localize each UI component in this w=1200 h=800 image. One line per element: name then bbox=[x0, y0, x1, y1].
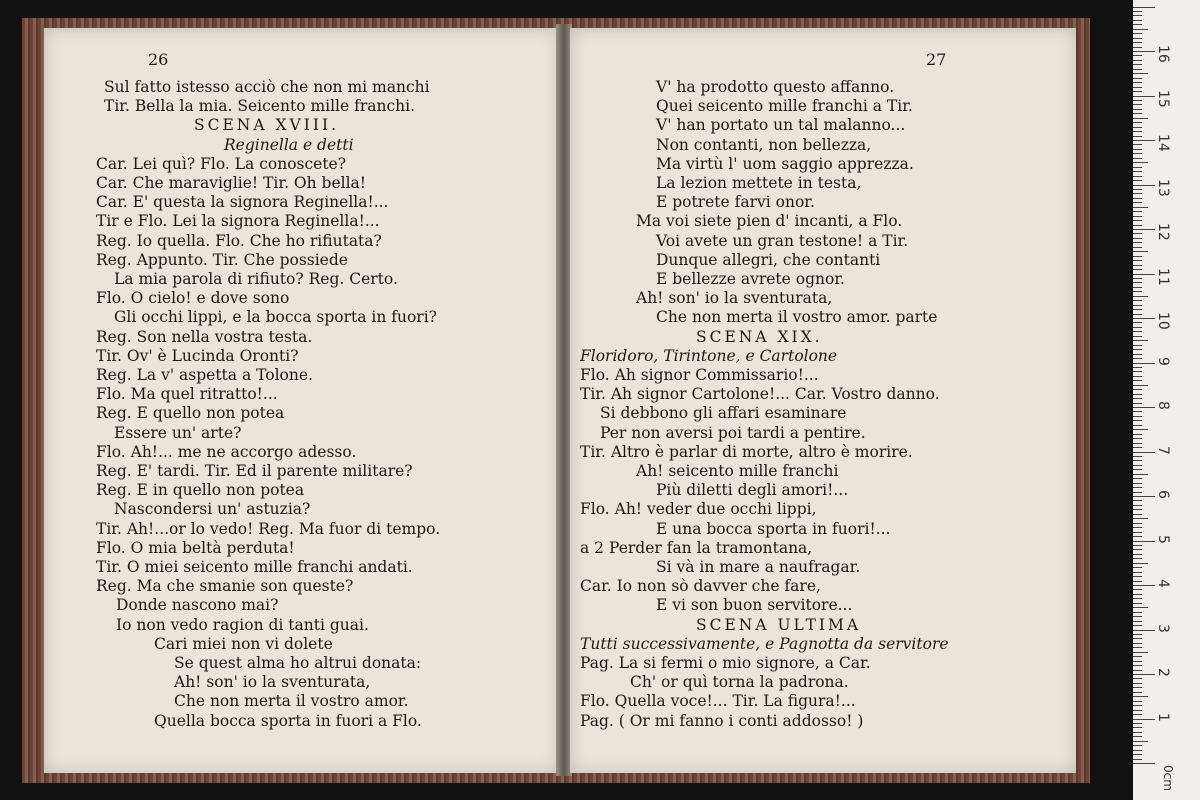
ruler-tick bbox=[1133, 11, 1142, 12]
ruler-tick bbox=[1133, 710, 1142, 711]
ruler-tick bbox=[1133, 176, 1142, 177]
ruler-tick bbox=[1133, 220, 1142, 221]
ruler-tick bbox=[1133, 216, 1142, 217]
ruler-tick bbox=[1133, 674, 1155, 675]
ruler-tick bbox=[1133, 251, 1148, 252]
text-line: Sul fatto istesso acciò che non mi manchi bbox=[104, 78, 430, 96]
text-line: Ah! son' io la sventurata, bbox=[636, 289, 833, 308]
ruler-tick bbox=[1133, 189, 1142, 190]
text-line: Reg. E quello non potea bbox=[96, 404, 285, 423]
text-line: E potrete farvi onor. bbox=[656, 193, 815, 212]
scene-heading: SCENA XVIII. bbox=[194, 116, 339, 135]
ruler-tick bbox=[1133, 514, 1142, 515]
text-line: Tir e Flo. Lei la signora Reginella!... bbox=[96, 212, 380, 231]
ruler-tick bbox=[1133, 113, 1142, 114]
ruler-tick bbox=[1133, 349, 1142, 350]
ruler-tick bbox=[1133, 759, 1142, 760]
ruler-tick bbox=[1133, 509, 1142, 510]
ruler-tick bbox=[1133, 136, 1142, 137]
text-line: Che non merta il vostro amor. bbox=[174, 692, 409, 711]
text-line: La mia parola di rifiuto? Reg. Certo. bbox=[114, 270, 398, 288]
ruler-tick bbox=[1133, 411, 1142, 412]
ruler-tick bbox=[1133, 367, 1142, 368]
text-line: Dunque allegri, che contanti bbox=[656, 250, 881, 269]
ruler-tick bbox=[1133, 162, 1148, 163]
ruler-tick bbox=[1133, 207, 1148, 208]
ruler-tick bbox=[1133, 487, 1142, 488]
ruler-number: 12 bbox=[1155, 223, 1171, 241]
ruler-tick bbox=[1133, 38, 1142, 39]
ruler-number: 4 bbox=[1155, 579, 1171, 588]
ruler-tick bbox=[1133, 492, 1142, 493]
ruler-tick bbox=[1133, 153, 1142, 154]
ruler-number: 14 bbox=[1155, 134, 1171, 152]
ruler-tick bbox=[1133, 670, 1142, 671]
ruler-tick bbox=[1133, 496, 1155, 497]
ruler-tick bbox=[1133, 371, 1142, 372]
ruler-tick bbox=[1133, 278, 1142, 279]
ruler-tick bbox=[1133, 616, 1142, 617]
ruler-tick bbox=[1133, 20, 1142, 21]
text-line: Tutti successivamente, e Pagnotta da servitore bbox=[580, 634, 949, 653]
text-line: V' han portato un tal malanno... bbox=[656, 116, 906, 135]
ruler-number: 11 bbox=[1155, 267, 1171, 286]
ruler-tick bbox=[1133, 403, 1142, 404]
ruler-tick bbox=[1133, 541, 1155, 542]
ruler-number: 3 bbox=[1155, 623, 1171, 633]
ruler-tick bbox=[1133, 581, 1142, 582]
text-line: Ah! son' io la sventurata, bbox=[174, 673, 371, 692]
ruler-tick bbox=[1133, 621, 1142, 622]
ruler-tick bbox=[1133, 456, 1142, 457]
ruler-tick bbox=[1133, 242, 1142, 243]
ruler-tick bbox=[1133, 158, 1142, 159]
ruler-tick bbox=[1133, 603, 1142, 604]
text-line: Nascondersi un' astuzia? bbox=[114, 500, 311, 519]
ruler-tick bbox=[1133, 385, 1148, 386]
ruler-tick bbox=[1133, 331, 1142, 332]
ruler-tick bbox=[1133, 567, 1142, 568]
ruler-tick bbox=[1133, 247, 1142, 248]
ruler-tick bbox=[1133, 736, 1142, 737]
text-line: Cari miei non vi dolete bbox=[154, 634, 333, 653]
text-line: Reg. Appunto. Tir. Che possiede bbox=[96, 250, 348, 269]
ruler-tick bbox=[1133, 750, 1142, 751]
ruler-tick bbox=[1133, 282, 1142, 283]
text-line: La lezion mettete in testa, bbox=[656, 174, 862, 192]
text-line: Si debbono gli affari esaminare bbox=[600, 404, 847, 423]
text-line: Ah! seicento mille franchi bbox=[636, 462, 839, 480]
ruler-tick bbox=[1133, 589, 1142, 590]
ruler-tick bbox=[1133, 745, 1142, 746]
ruler-tick bbox=[1133, 193, 1142, 194]
ruler-tick bbox=[1133, 29, 1148, 30]
ruler-number: 9 bbox=[1155, 356, 1171, 366]
ruler-tick bbox=[1133, 42, 1142, 43]
scene-heading: SCENA ULTIMA bbox=[696, 615, 862, 634]
text-line: Reg. E in quello non potea bbox=[96, 481, 305, 500]
ruler-tick bbox=[1133, 394, 1142, 395]
text-line: Reginella e detti bbox=[224, 135, 354, 154]
ruler-tick bbox=[1133, 24, 1142, 25]
ruler-tick bbox=[1133, 354, 1142, 355]
ruler-tick bbox=[1133, 532, 1142, 533]
ruler-number: 7 bbox=[1155, 445, 1171, 455]
ruler-tick bbox=[1133, 714, 1142, 715]
ruler-tick bbox=[1133, 91, 1142, 92]
ruler-tick bbox=[1133, 73, 1148, 74]
text-line: Reg. Io quella. Flo. Che ho rifiutata? bbox=[96, 231, 382, 250]
ruler-tick bbox=[1133, 69, 1142, 70]
ruler-number: 16 bbox=[1155, 45, 1171, 63]
ruler-tick bbox=[1133, 741, 1148, 742]
text-line: Flo. Ah! veder due occhi lippi, bbox=[580, 500, 817, 519]
ruler-tick bbox=[1133, 171, 1142, 172]
ruler-tick bbox=[1133, 60, 1142, 61]
text-line: Tir. Altro è parlar di morte, altro è morire. bbox=[580, 442, 913, 461]
ruler-tick bbox=[1133, 140, 1155, 141]
right-page-number: 27 bbox=[926, 50, 947, 69]
ruler-tick bbox=[1133, 727, 1142, 728]
ruler-tick bbox=[1133, 607, 1148, 608]
ruler-tick bbox=[1133, 198, 1142, 199]
ruler-tick bbox=[1133, 314, 1142, 315]
ruler-tick bbox=[1133, 723, 1142, 724]
ruler-tick bbox=[1133, 287, 1142, 288]
ruler-tick bbox=[1133, 705, 1142, 706]
ruler-number: 6 bbox=[1155, 490, 1171, 499]
ruler-tick bbox=[1133, 78, 1142, 79]
text-line: Flo. O cielo! e dove sono bbox=[96, 289, 290, 308]
ruler-tick bbox=[1133, 656, 1142, 657]
ruler-tick bbox=[1133, 300, 1142, 301]
ruler-tick bbox=[1133, 33, 1142, 34]
ruler-tick bbox=[1133, 265, 1142, 266]
ruler-tick bbox=[1133, 500, 1142, 501]
ruler-tick bbox=[1133, 572, 1142, 573]
ruler-tick bbox=[1133, 469, 1142, 470]
ruler-tick bbox=[1133, 443, 1142, 444]
text-line: Gli occhi lippi, e la bocca sporta in fuori? bbox=[114, 308, 437, 327]
ruler-tick bbox=[1133, 652, 1148, 653]
text-line: Reg. Son nella vostra testa. bbox=[96, 327, 313, 346]
text-line: a 2 Perder fan la tramontana, bbox=[580, 538, 813, 557]
text-line: Floridoro, Tirintone, e Cartolone bbox=[580, 346, 838, 365]
ruler-tick bbox=[1133, 51, 1155, 52]
text-line: E vi son buon servitore... bbox=[656, 596, 853, 615]
text-line: Ma voi siete pien d' incanti, a Flo. bbox=[636, 212, 903, 231]
ruler-tick bbox=[1133, 131, 1142, 132]
ruler-tick bbox=[1133, 322, 1142, 323]
ruler-tick bbox=[1133, 202, 1142, 203]
text-line: Car. Che maraviglie! Tir. Oh bella! bbox=[96, 174, 367, 192]
ruler-tick bbox=[1133, 376, 1142, 377]
text-line: Reg. Ma che smanie son queste? bbox=[96, 577, 354, 596]
ruler-tick bbox=[1133, 358, 1142, 359]
ruler-tick bbox=[1133, 340, 1148, 341]
ruler-tick bbox=[1133, 754, 1142, 755]
text-line: Flo. Ah signor Commissario!... bbox=[580, 366, 819, 384]
text-line: Quei seicento mille franchi a Tir. bbox=[656, 97, 913, 116]
text-line: Voi avete un gran testone! a Tir. bbox=[656, 231, 909, 250]
right-page bbox=[570, 28, 1076, 773]
ruler-tick bbox=[1133, 180, 1142, 181]
text-line: Pag. ( Or mi fanno i conti addosso! ) bbox=[580, 711, 864, 730]
ruler-tick bbox=[1133, 625, 1142, 626]
text-line: Quella bocca sporta in fuori a Flo. bbox=[154, 711, 422, 730]
ruler-number: 2 bbox=[1155, 668, 1171, 677]
left-page bbox=[44, 28, 560, 773]
ruler-tick bbox=[1133, 318, 1155, 319]
ruler-number: 8 bbox=[1155, 401, 1171, 410]
ruler-tick bbox=[1133, 665, 1142, 666]
ruler-number: 1 bbox=[1155, 712, 1171, 722]
ruler-tick bbox=[1133, 630, 1155, 631]
ruler-tick bbox=[1133, 683, 1142, 684]
ruler-tick bbox=[1133, 305, 1142, 306]
ruler-tick bbox=[1133, 345, 1142, 346]
ruler-tick bbox=[1133, 389, 1142, 390]
text-line: Tir. Bella la mia. Seicento mille franchi. bbox=[104, 97, 416, 116]
ruler-tick bbox=[1133, 763, 1155, 764]
text-line: Car. E' questa la signora Reginella!... bbox=[96, 193, 389, 212]
ruler-tick bbox=[1133, 554, 1142, 555]
ruler-tick bbox=[1133, 96, 1155, 97]
text-line: Reg. La v' aspetta a Tolone. bbox=[96, 366, 313, 384]
ruler-tick bbox=[1133, 545, 1142, 546]
text-line: E una bocca sporta in fuori!... bbox=[656, 519, 891, 538]
ruler-tick bbox=[1133, 336, 1142, 337]
ruler-number: 5 bbox=[1155, 534, 1171, 544]
ruler-tick bbox=[1133, 420, 1142, 421]
ruler-tick bbox=[1133, 109, 1142, 110]
ruler-tick bbox=[1133, 483, 1142, 484]
ruler-tick bbox=[1133, 309, 1142, 310]
text-line: Essere un' arte? bbox=[114, 423, 242, 442]
text-line: Tir. Ov' è Lucinda Oronti? bbox=[96, 346, 299, 365]
text-line: Non contanti, non bellezza, bbox=[656, 135, 872, 154]
ruler-tick bbox=[1133, 55, 1142, 56]
ruler-tick bbox=[1133, 296, 1148, 297]
ruler-tick bbox=[1133, 576, 1142, 577]
text-line: Si và in mare a naufragar. bbox=[656, 558, 861, 576]
ruler-tick bbox=[1133, 692, 1142, 693]
ruler-tick bbox=[1133, 229, 1155, 230]
ruler-tick bbox=[1133, 518, 1148, 519]
ruler-tick bbox=[1133, 474, 1148, 475]
measuring-ruler bbox=[1133, 0, 1200, 800]
ruler-tick bbox=[1133, 104, 1142, 105]
ruler-tick bbox=[1133, 549, 1142, 550]
text-line: Flo. Quella voce!... Tir. La figura!... bbox=[580, 692, 856, 711]
text-line: Tir. O miei seicento mille franchi andati. bbox=[96, 558, 413, 576]
ruler-tick bbox=[1133, 238, 1142, 239]
ruler-tick bbox=[1133, 536, 1142, 537]
text-line: Io non vedo ragion di tanti guai. bbox=[116, 615, 369, 634]
text-line: Flo. O mia beltà perduta! bbox=[96, 538, 295, 557]
ruler-tick bbox=[1133, 585, 1155, 586]
text-line: Più diletti degli amori!... bbox=[656, 481, 849, 500]
text-line: Ma virtù l' uom saggio apprezza. bbox=[656, 154, 914, 173]
ruler-unit-label: 0cm bbox=[1161, 765, 1175, 791]
ruler-number: 15 bbox=[1155, 89, 1171, 108]
text-line: Se quest alma ho altrui donata: bbox=[174, 654, 422, 672]
left-page-number: 26 bbox=[148, 50, 169, 69]
ruler-tick bbox=[1133, 696, 1148, 697]
ruler-tick bbox=[1133, 274, 1155, 275]
ruler-tick bbox=[1133, 425, 1142, 426]
ruler-tick bbox=[1133, 127, 1142, 128]
ruler-tick bbox=[1133, 447, 1142, 448]
ruler-tick bbox=[1133, 233, 1142, 234]
ruler-tick bbox=[1133, 478, 1142, 479]
ruler-tick bbox=[1133, 687, 1142, 688]
ruler-tick bbox=[1133, 460, 1142, 461]
ruler-tick bbox=[1133, 211, 1142, 212]
text-line: V' ha prodotto questo affanno. bbox=[656, 78, 895, 96]
ruler-tick bbox=[1133, 380, 1142, 381]
ruler-tick bbox=[1133, 118, 1148, 119]
ruler-tick bbox=[1133, 523, 1142, 524]
ruler-tick bbox=[1133, 732, 1142, 733]
ruler-tick bbox=[1133, 612, 1142, 613]
ruler-tick bbox=[1133, 363, 1155, 364]
text-line: Tir. Ah signor Cartolone!... Car. Vostro danno. bbox=[580, 385, 940, 404]
text-line: E bellezze avrete ognor. bbox=[656, 270, 845, 288]
ruler-tick bbox=[1133, 269, 1142, 270]
ruler-tick bbox=[1133, 47, 1142, 48]
ruler-tick bbox=[1133, 167, 1142, 168]
text-line: Car. Lei quì? Flo. La conoscete? bbox=[96, 154, 347, 173]
text-line: Tir. Ah!...or lo vedo! Reg. Ma fuor di tempo. bbox=[96, 519, 441, 538]
ruler-tick bbox=[1133, 429, 1148, 430]
ruler-number: 13 bbox=[1155, 178, 1171, 197]
ruler-number: 10 bbox=[1155, 312, 1171, 330]
ruler-tick bbox=[1133, 527, 1142, 528]
text-line: Donde nascono mai? bbox=[116, 596, 279, 615]
text-line: Che non merta il vostro amor. parte bbox=[656, 308, 938, 327]
ruler-tick bbox=[1133, 149, 1142, 150]
ruler-tick bbox=[1133, 678, 1142, 679]
ruler-tick bbox=[1133, 634, 1142, 635]
ruler-tick bbox=[1133, 7, 1155, 8]
ruler-tick bbox=[1133, 398, 1142, 399]
ruler-tick bbox=[1133, 638, 1142, 639]
ruler-tick bbox=[1133, 82, 1142, 83]
ruler-tick bbox=[1133, 64, 1142, 65]
ruler-tick bbox=[1133, 100, 1142, 101]
ruler-tick bbox=[1133, 407, 1155, 408]
ruler-tick bbox=[1133, 122, 1142, 123]
ruler-tick bbox=[1133, 438, 1142, 439]
ruler-tick bbox=[1133, 416, 1142, 417]
ruler-tick bbox=[1133, 643, 1142, 644]
ruler-tick bbox=[1133, 505, 1142, 506]
text-line: Ch' or quì torna la padrona. bbox=[630, 673, 849, 692]
ruler-tick bbox=[1133, 719, 1155, 720]
ruler-tick bbox=[1133, 327, 1142, 328]
ruler-tick bbox=[1133, 661, 1142, 662]
text-line: Flo. Ah!... me ne accorgo adesso. bbox=[96, 442, 357, 461]
ruler-tick bbox=[1133, 452, 1155, 453]
text-line: Per non aversi poi tardi a pentire. bbox=[600, 423, 866, 442]
ruler-tick bbox=[1133, 225, 1142, 226]
text-line: Car. Io non sò davver che fare, bbox=[580, 577, 821, 596]
scene-heading: SCENA XIX. bbox=[696, 327, 823, 346]
text-line: Flo. Ma quel ritratto!... bbox=[96, 385, 278, 404]
ruler-tick bbox=[1133, 647, 1142, 648]
ruler-tick bbox=[1133, 563, 1148, 564]
ruler-tick bbox=[1133, 144, 1142, 145]
text-line: Reg. E' tardi. Tir. Ed il parente militare? bbox=[96, 462, 413, 480]
ruler-tick bbox=[1133, 256, 1142, 257]
ruler-tick bbox=[1133, 701, 1142, 702]
ruler-tick bbox=[1133, 291, 1142, 292]
ruler-tick bbox=[1133, 594, 1142, 595]
ruler-tick bbox=[1133, 185, 1155, 186]
ruler-tick bbox=[1133, 87, 1142, 88]
text-line: Pag. La si fermi o mio signore, a Car. bbox=[580, 654, 871, 672]
ruler-tick bbox=[1133, 15, 1142, 16]
ruler-tick bbox=[1133, 434, 1142, 435]
ruler-tick bbox=[1133, 260, 1142, 261]
ruler-tick bbox=[1133, 465, 1142, 466]
ruler-tick bbox=[1133, 558, 1142, 559]
ruler-tick bbox=[1133, 598, 1142, 599]
